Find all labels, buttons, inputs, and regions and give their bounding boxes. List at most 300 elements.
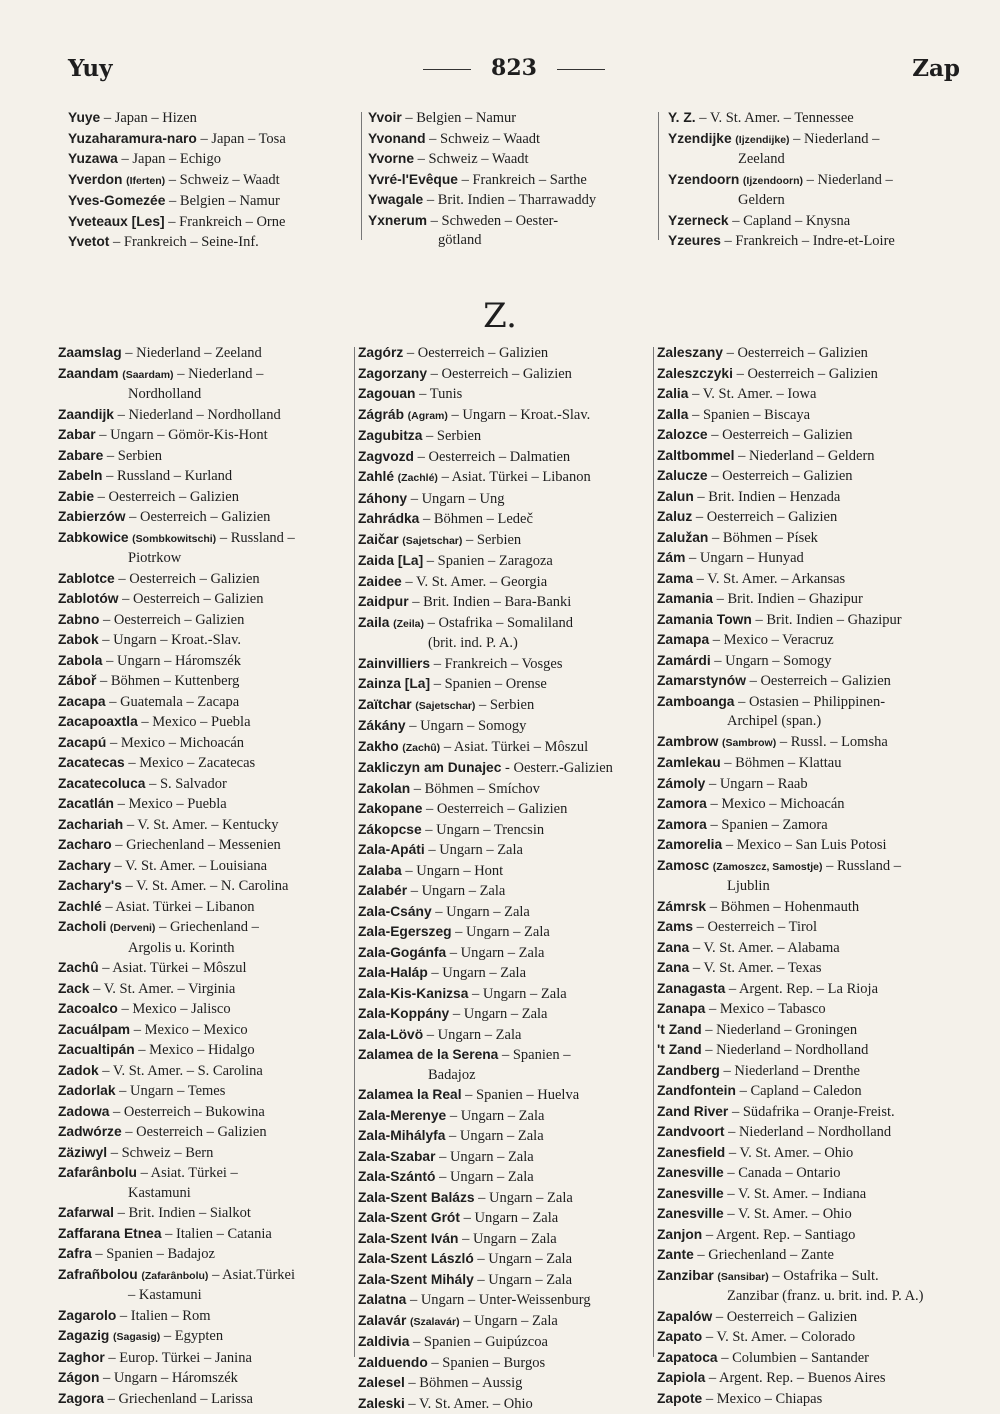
gazetteer-entry bbox=[68, 212, 350, 233]
location: – Russland – Kurland bbox=[102, 468, 233, 484]
location: – Oesterreich – Galizien bbox=[745, 673, 891, 689]
location: – Spanien – Badajoz bbox=[91, 1246, 215, 1262]
place-name: Zacualtipán bbox=[58, 1042, 135, 1057]
gazetteer-entry bbox=[657, 466, 965, 487]
alternate-name: (Derveni) bbox=[109, 922, 156, 934]
gazetteer-entry bbox=[58, 651, 350, 672]
place-name: Zafarwal bbox=[58, 1205, 114, 1220]
location: – Oesterreich – Bukowina bbox=[109, 1103, 265, 1120]
location: – Ungarn – Zala bbox=[458, 1230, 557, 1247]
gazetteer-entry bbox=[58, 835, 350, 856]
alternate-name: (Sajetschar) bbox=[415, 699, 476, 712]
location: – Ungarn – Gömör-Kis-Hont bbox=[95, 427, 268, 443]
gazetteer-entry bbox=[58, 1163, 350, 1203]
gazetteer-entry bbox=[58, 1244, 350, 1265]
place-name: 't Zand bbox=[657, 1021, 702, 1037]
place-name: Záboř bbox=[58, 673, 97, 688]
alternate-name: (Agram) bbox=[407, 409, 448, 422]
gazetteer-entry bbox=[358, 1373, 651, 1394]
place-name: Y. Z. bbox=[668, 110, 696, 125]
gazetteer-entry bbox=[58, 692, 350, 713]
gazetteer-entry bbox=[358, 384, 651, 405]
gazetteer-entry bbox=[657, 938, 965, 959]
gazetteer-entry bbox=[657, 1204, 965, 1225]
gazetteer-entry bbox=[58, 1040, 350, 1061]
place-name: Zala-Kis-Kanizsa bbox=[358, 985, 469, 1001]
place-name: Zamárdi bbox=[657, 652, 711, 668]
location: – Schweiz – Waadt bbox=[414, 151, 529, 167]
gazetteer-entry bbox=[657, 446, 965, 467]
location: – Ungarn – Zala bbox=[423, 1026, 522, 1043]
gazetteer-entry bbox=[58, 569, 350, 590]
gazetteer-entry bbox=[58, 507, 350, 528]
place-name: Zams bbox=[657, 919, 694, 934]
gazetteer-entry bbox=[58, 1203, 350, 1224]
place-name: Zante bbox=[657, 1247, 694, 1262]
place-name: Zám bbox=[657, 550, 686, 565]
location: – Niederland – bbox=[803, 171, 893, 188]
location: – Griechenland – Zante bbox=[693, 1247, 834, 1263]
location: – Europ. Türkei – Janina bbox=[104, 1349, 252, 1366]
place-name: Zalamea la Real bbox=[358, 1087, 462, 1102]
location: – Mexico – Michoacán bbox=[706, 796, 845, 812]
location: – Ungarn – Temes bbox=[115, 1083, 226, 1099]
place-name: Zalozce bbox=[657, 427, 708, 442]
place-name: Zaamslag bbox=[58, 345, 122, 360]
gazetteer-entry bbox=[358, 572, 651, 593]
place-name: Zalucze bbox=[657, 468, 708, 483]
place-name: Zand River bbox=[657, 1103, 729, 1119]
gazetteer-entry bbox=[358, 530, 651, 552]
place-name: Zabkowice bbox=[58, 529, 129, 545]
place-name: Yveteaux [Les] bbox=[68, 213, 165, 229]
gazetteer-entry bbox=[58, 774, 350, 795]
place-name: Zakliczyn am Dunajec bbox=[358, 760, 502, 775]
gazetteer-entry bbox=[657, 1143, 965, 1164]
location: – Ungarn – Zala bbox=[407, 883, 506, 899]
location: – Mexico – Puebla bbox=[113, 796, 227, 812]
gazetteer-entry bbox=[58, 1061, 350, 1082]
location: – Belgien – Namur bbox=[165, 193, 280, 209]
place-name: Zama bbox=[657, 570, 694, 586]
location: – Schweden – Oester- bbox=[427, 212, 559, 229]
place-name: Zamania Town bbox=[657, 611, 752, 627]
location-continued: Badajoz bbox=[428, 1066, 476, 1083]
location: – Oesterreich – Galizien bbox=[94, 488, 239, 505]
location: – Niederland – Geldern bbox=[734, 447, 875, 464]
gazetteer-entry bbox=[668, 231, 966, 252]
main-column-1 bbox=[58, 343, 350, 1409]
location-continued: Argolis u. Korinth bbox=[128, 939, 235, 956]
gazetteer-entry bbox=[657, 1266, 965, 1307]
location: – Oesterreich – Galizien bbox=[99, 611, 245, 628]
alternate-name: (Szalavár) bbox=[409, 1315, 460, 1328]
location: – Ungarn – Kroat.-Slav. bbox=[447, 406, 591, 423]
column-divider bbox=[658, 112, 659, 240]
location: – Brit. Indien – Ghazipur bbox=[751, 611, 902, 628]
gazetteer-entry bbox=[657, 815, 965, 836]
place-name: Zana bbox=[657, 939, 690, 955]
location: – Oesterreich – Tirol bbox=[693, 919, 818, 935]
gazetteer-entry bbox=[358, 1045, 651, 1085]
place-name: Zanagasta bbox=[657, 980, 726, 996]
place-name: Zala-Csány bbox=[358, 903, 432, 919]
place-name: Zala-Apáti bbox=[358, 842, 425, 857]
gazetteer-entry bbox=[58, 712, 350, 733]
gazetteer-entry bbox=[58, 917, 350, 958]
gazetteer-entry bbox=[358, 674, 651, 695]
alternate-name: (Sansibar) bbox=[717, 1270, 769, 1283]
location: – V. St. Amer. – Louisiana bbox=[110, 857, 268, 874]
alternate-name: (Zachû) bbox=[402, 741, 441, 754]
gazetteer-entry bbox=[657, 999, 965, 1020]
place-name: Yxnerum bbox=[368, 212, 428, 228]
location: – Ungarn – Zala bbox=[435, 1148, 534, 1165]
place-name: Zala-Szántó bbox=[358, 1169, 436, 1184]
location: – V. St. Amer. – Indiana bbox=[723, 1185, 867, 1202]
place-name: Zamora bbox=[657, 816, 707, 832]
main-column-3 bbox=[657, 343, 965, 1409]
gazetteer-entry bbox=[358, 1311, 651, 1333]
place-name: Zalužan bbox=[657, 529, 709, 545]
gazetteer-entry bbox=[58, 1122, 350, 1143]
location: – Asiat.Türkei bbox=[208, 1266, 296, 1283]
gazetteer-entry bbox=[58, 1081, 350, 1102]
top-column-1 bbox=[68, 108, 350, 253]
place-name: Zabok bbox=[58, 632, 99, 647]
gazetteer-entry bbox=[358, 509, 651, 530]
gazetteer-entry bbox=[358, 963, 651, 984]
place-name: Zamora bbox=[657, 796, 707, 811]
location: – Ungarn – Zala bbox=[473, 1251, 573, 1267]
main-column-2 bbox=[358, 343, 651, 1414]
location: – Ostafrika – Somaliland bbox=[424, 614, 574, 631]
place-name: Zacatecoluca bbox=[58, 775, 146, 791]
alternate-name: (Ijzendoorn) bbox=[742, 174, 803, 187]
location: – Argent. Rep. – Buenos Aires bbox=[705, 1370, 886, 1386]
column-divider bbox=[354, 347, 355, 1357]
gazetteer-entry bbox=[657, 1081, 965, 1102]
place-name: Zalabér bbox=[358, 883, 408, 898]
gazetteer-entry bbox=[657, 1368, 965, 1389]
gazetteer-entry bbox=[358, 779, 651, 800]
place-name: Yvoir bbox=[368, 110, 402, 125]
gazetteer-entry bbox=[358, 1106, 651, 1127]
gazetteer-entry bbox=[358, 840, 651, 861]
place-name: Zambrow bbox=[657, 733, 719, 749]
place-name: Yvetot bbox=[68, 234, 110, 249]
running-head-left: Yuy bbox=[68, 55, 113, 82]
location: – Mexico – Chiapas bbox=[702, 1390, 823, 1407]
location: – Ungarn – Hunyad bbox=[685, 550, 804, 566]
location: – Spanien – Burgos bbox=[427, 1354, 546, 1371]
alternate-name: (Iferten) bbox=[126, 174, 166, 187]
gazetteer-entry bbox=[58, 876, 350, 897]
location: – Oesterreich – Galizien bbox=[403, 345, 549, 361]
place-name: Zachary bbox=[58, 857, 111, 873]
location: – Oesterreich – Galizien bbox=[118, 591, 264, 607]
place-name: Zablotów bbox=[58, 591, 119, 606]
location-continued: Geldern bbox=[738, 192, 785, 208]
location: – Oesterreich – Galizien bbox=[121, 1124, 267, 1140]
gazetteer-entry bbox=[657, 958, 965, 979]
place-name: Zanjon bbox=[657, 1226, 703, 1242]
location: – Oesterreich – Dalmatien bbox=[413, 448, 571, 465]
location: – Brit. Indien – Henzada bbox=[693, 488, 841, 505]
location: – Ungarn – Somogy bbox=[710, 652, 832, 669]
gazetteer-entry bbox=[657, 384, 965, 405]
location: – Spanien – bbox=[498, 1047, 571, 1063]
gazetteer-entry bbox=[358, 364, 651, 385]
location: – Oesterreich – Galizien bbox=[114, 570, 260, 587]
gazetteer-entry bbox=[58, 897, 350, 918]
gazetteer-entry bbox=[58, 1348, 350, 1369]
section-letter: Z. bbox=[483, 296, 517, 336]
place-name: Záhony bbox=[358, 490, 408, 506]
place-name: Zabola bbox=[58, 652, 103, 668]
place-name: Zacapú bbox=[58, 734, 107, 750]
place-name: Zagazig bbox=[58, 1328, 110, 1343]
gazetteer-entry bbox=[58, 487, 350, 508]
location: – Griechenland – Larissa bbox=[104, 1390, 253, 1407]
gazetteer-entry bbox=[657, 732, 965, 754]
location: – Mexico – Jalisco bbox=[117, 1001, 231, 1017]
location-continued: Nordholland bbox=[128, 386, 202, 402]
location: – Spanien – Huelva bbox=[461, 1087, 580, 1103]
gazetteer-entry bbox=[68, 108, 350, 129]
place-name: Zala-Szent László bbox=[358, 1251, 474, 1266]
place-name: Zadwórze bbox=[58, 1124, 122, 1139]
place-name: Zabie bbox=[58, 488, 95, 504]
gazetteer-entry bbox=[358, 1126, 651, 1147]
gazetteer-entry bbox=[358, 861, 651, 882]
gazetteer-entry bbox=[358, 592, 651, 613]
location-continued: götland bbox=[438, 232, 482, 248]
place-name: Zachlé bbox=[58, 898, 102, 914]
location: – Schweiz – Waadt bbox=[425, 130, 541, 147]
place-name: Ywagale bbox=[368, 192, 424, 207]
place-name: Zalatna bbox=[358, 1292, 407, 1307]
location: – Böhmen – Hohenmauth bbox=[706, 898, 860, 915]
gazetteer-entry bbox=[657, 569, 965, 590]
place-name: Zaida [La] bbox=[358, 553, 424, 568]
alternate-name: (Zachlé) bbox=[397, 472, 438, 484]
place-name: Zamboanga bbox=[657, 693, 735, 709]
place-name: Zala-Egerszeg bbox=[358, 924, 452, 939]
gazetteer-entry bbox=[657, 1225, 965, 1246]
place-name: Zaldivia bbox=[358, 1334, 410, 1349]
gazetteer-entry bbox=[358, 1004, 651, 1025]
gazetteer-entry bbox=[58, 528, 350, 569]
place-name: Zaluz bbox=[657, 509, 693, 524]
place-name: Zala-Szent Grót bbox=[358, 1210, 460, 1225]
place-name: Zachary's bbox=[58, 878, 122, 893]
gazetteer-entry bbox=[657, 1307, 965, 1328]
gazetteer-entry bbox=[358, 343, 651, 364]
place-name: Zákány bbox=[358, 718, 406, 733]
location: – V. St. Amer. – Kentucky bbox=[123, 816, 279, 833]
place-name: Zapatoca bbox=[657, 1349, 718, 1365]
gazetteer-entry bbox=[68, 149, 350, 170]
gazetteer-entry bbox=[68, 232, 350, 253]
gazetteer-entry bbox=[657, 1163, 965, 1184]
location-continued: – Kastamuni bbox=[128, 1287, 202, 1303]
location: – Oesterreich – Galizien bbox=[427, 365, 572, 382]
gazetteer-entry bbox=[657, 856, 965, 897]
location: – V. St. Amer. – Georgia bbox=[401, 573, 548, 590]
place-name: Yuzawa bbox=[68, 151, 118, 166]
gazetteer-entry bbox=[668, 108, 966, 129]
place-name: Zainza [La] bbox=[358, 676, 431, 691]
place-name: Zagouan bbox=[358, 386, 416, 401]
gazetteer-entry bbox=[358, 1025, 651, 1046]
location-continued: (brit. ind. P. A.) bbox=[428, 635, 518, 651]
gazetteer-entry bbox=[58, 794, 350, 815]
location: – Japan – Echigo bbox=[117, 151, 221, 167]
place-name: Zala-Szent Iván bbox=[358, 1230, 459, 1246]
place-name: Zala-Merenye bbox=[358, 1107, 447, 1123]
location: – Griechenland – bbox=[155, 919, 259, 935]
gazetteer-entry bbox=[358, 984, 651, 1005]
gazetteer-entry bbox=[368, 190, 654, 211]
location: – Niederland – Nordholland bbox=[724, 1124, 892, 1140]
gazetteer-entry bbox=[668, 170, 966, 211]
location: – Serbien bbox=[422, 428, 482, 444]
place-name: Zaleski bbox=[358, 1395, 405, 1411]
location: – Russland – bbox=[822, 857, 902, 874]
gazetteer-entry bbox=[358, 943, 651, 964]
gazetteer-entry bbox=[58, 958, 350, 979]
gazetteer-entry bbox=[657, 692, 965, 732]
gazetteer-entry bbox=[358, 716, 651, 737]
page-number: 823 bbox=[491, 55, 537, 81]
gazetteer-entry bbox=[657, 405, 965, 426]
location: – Böhmen – Kuttenberg bbox=[96, 673, 240, 689]
location: – Ungarn – Somogy bbox=[405, 718, 527, 734]
place-name: Zalavár bbox=[358, 1312, 407, 1328]
place-name: Zalaba bbox=[358, 862, 402, 878]
gazetteer-entry bbox=[58, 1326, 350, 1348]
gazetteer-entry bbox=[58, 1368, 350, 1389]
location: – V. St. Amer. – Arkansas bbox=[693, 570, 846, 587]
location-continued: Ljublin bbox=[727, 878, 770, 894]
place-name: Zainvilliers bbox=[358, 655, 431, 671]
location: – Capland – Caledon bbox=[735, 1083, 862, 1099]
location: – Mexico – Puebla bbox=[137, 714, 251, 730]
gazetteer-entry bbox=[358, 820, 651, 841]
place-name: Zala-Szabar bbox=[358, 1148, 436, 1164]
gazetteer-entry bbox=[358, 1394, 651, 1414]
location: – Ungarn – Zala bbox=[449, 1006, 548, 1022]
location: – Argent. Rep. – Santiago bbox=[702, 1226, 856, 1243]
gazetteer-entry bbox=[58, 405, 350, 426]
location: – Südafrika – Oranje-Freist. bbox=[728, 1103, 895, 1120]
location: – Brit. Indien – Sialkot bbox=[113, 1205, 251, 1221]
place-name: Zámoly bbox=[657, 775, 706, 791]
location: – Oesterreich – Galizien bbox=[707, 468, 853, 484]
place-name: Zaleszczyki bbox=[657, 365, 733, 381]
location: – Asiat. Türkei – Libanon bbox=[101, 898, 255, 915]
place-name: Zack bbox=[58, 980, 90, 996]
location: – Ungarn – Zala bbox=[427, 965, 527, 981]
place-name: Zala-Lövö bbox=[358, 1026, 424, 1042]
gazetteer-entry bbox=[58, 589, 350, 610]
gazetteer-entry bbox=[657, 507, 965, 528]
location: – Schweiz – Waadt bbox=[165, 171, 280, 188]
location: – Niederland – bbox=[789, 130, 880, 147]
location: – Ostafrika – Sult. bbox=[768, 1267, 879, 1284]
gazetteer-entry bbox=[358, 881, 651, 902]
gazetteer-entry bbox=[657, 425, 965, 446]
place-name: Zaleszany bbox=[657, 345, 723, 360]
gazetteer-entry bbox=[58, 856, 350, 877]
place-name: Zamania bbox=[657, 591, 713, 606]
gazetteer-entry bbox=[657, 589, 965, 610]
place-name: Zakopane bbox=[358, 801, 423, 816]
place-name: Zaandijk bbox=[58, 406, 114, 422]
gazetteer-entry bbox=[358, 1290, 651, 1311]
place-name: Zafarânbolu bbox=[58, 1165, 137, 1180]
location: – Niederland – Zeeland bbox=[121, 345, 262, 361]
place-name: Zamosc bbox=[657, 857, 710, 873]
location: – V. St. Amer. – Virginia bbox=[89, 980, 236, 997]
gazetteer-entry bbox=[358, 489, 651, 510]
place-name: Zala-Haláp bbox=[358, 965, 428, 980]
gazetteer-entry bbox=[68, 170, 350, 192]
gazetteer-entry bbox=[657, 1245, 965, 1266]
place-name: Zaičar bbox=[358, 531, 399, 547]
gazetteer-entry bbox=[657, 1184, 965, 1205]
place-name: Zacharo bbox=[58, 837, 112, 852]
gazetteer-entry bbox=[68, 129, 350, 150]
location: – Frankreich – Seine-Inf. bbox=[109, 234, 259, 250]
gazetteer-entry bbox=[58, 1102, 350, 1123]
location: – Böhmen – Písek bbox=[708, 529, 818, 546]
place-name: Zabno bbox=[58, 611, 100, 627]
location: – Japan – Tosa bbox=[196, 130, 286, 147]
location: – Griechenland – Messenien bbox=[111, 837, 281, 853]
location: – Spanien – Orense bbox=[430, 676, 547, 692]
location: – Argent. Rep. – La Rioja bbox=[725, 980, 879, 997]
location: – Niederland – bbox=[173, 365, 264, 382]
place-name: Zahrádka bbox=[358, 511, 420, 526]
place-name: Zalduendo bbox=[358, 1354, 428, 1370]
location: – V. St. Amer. – Ohio bbox=[404, 1395, 533, 1412]
place-name: Yzendijke bbox=[668, 130, 732, 146]
location-continued: Archipel (span.) bbox=[727, 713, 822, 729]
place-name: Zaffarana Etnea bbox=[58, 1225, 162, 1241]
location: – V. St. Amer. – S. Carolina bbox=[98, 1062, 263, 1079]
gazetteer-entry bbox=[58, 364, 350, 405]
place-name: Zanesville bbox=[657, 1206, 724, 1221]
gazetteer-entry bbox=[58, 446, 350, 467]
place-name: Zabare bbox=[58, 447, 104, 463]
place-name: Zacatecas bbox=[58, 755, 125, 770]
location: – Serbien bbox=[462, 531, 522, 548]
location: – Capland – Knysna bbox=[728, 212, 851, 229]
gazetteer-entry bbox=[58, 425, 350, 446]
gazetteer-entry bbox=[58, 1389, 350, 1410]
place-name: Zagórz bbox=[358, 345, 404, 360]
location: – V. St. Amer. – Alabama bbox=[689, 939, 840, 956]
location: – Mexico – Hidalgo bbox=[134, 1042, 255, 1058]
place-name: Zapote bbox=[657, 1390, 703, 1406]
place-name: Zamorelia bbox=[657, 837, 723, 852]
gazetteer-entry bbox=[657, 528, 965, 549]
gazetteer-entry bbox=[358, 737, 651, 759]
place-name: Zaidpur bbox=[358, 594, 409, 609]
gazetteer-entry bbox=[358, 1208, 651, 1229]
